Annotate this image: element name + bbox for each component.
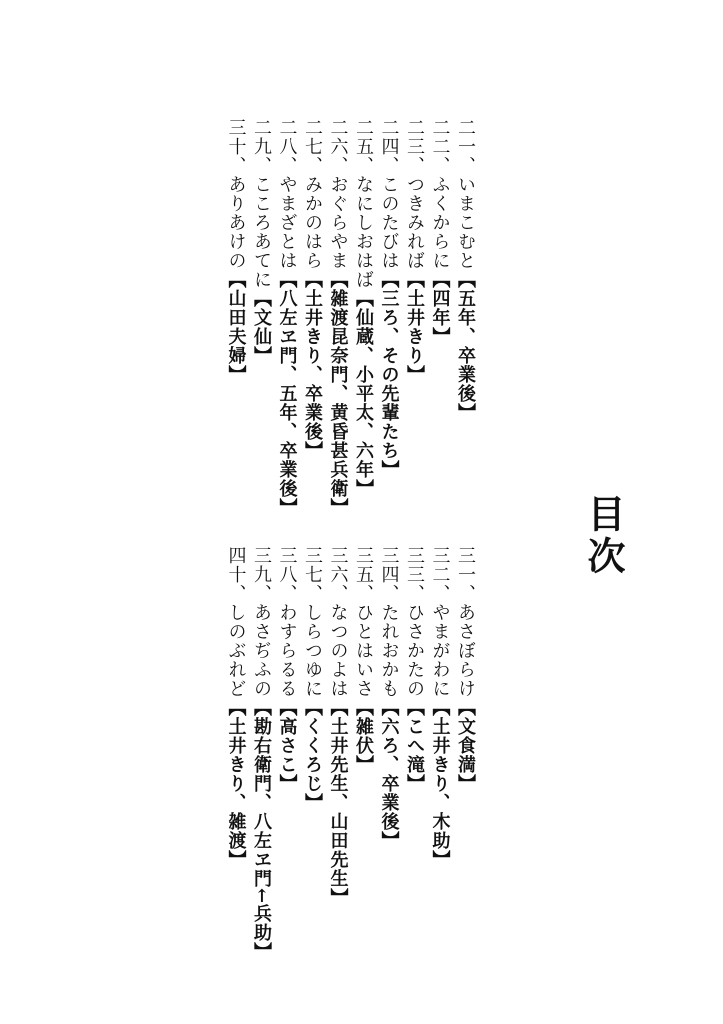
toc-entry (274, 118, 300, 518)
entry-author: 【山田夫婦】 (225, 270, 247, 384)
entry-title: ふくからに (429, 175, 451, 270)
toc-entry (402, 118, 428, 518)
entry-number: 三八、 (276, 546, 298, 603)
toc-column-lower (218, 546, 478, 986)
entry-title: おぐらやま (327, 175, 349, 270)
entry-author: 【八左ヱ門、五年、卒業後】 (276, 270, 298, 517)
entry-number: 三六、 (327, 546, 349, 603)
toc-entry (427, 546, 453, 986)
page-title: 目次 (581, 494, 626, 578)
toc-entry (351, 118, 377, 518)
entry-author: 【五年、卒業後】 (455, 270, 476, 422)
toc-entry (351, 546, 377, 986)
toc-entry (325, 546, 351, 986)
entry-number: 三二、 (429, 546, 451, 603)
entry-title: こころあてに (251, 175, 272, 289)
toc-entry (427, 118, 453, 518)
entry-title: いまこむと (455, 175, 476, 270)
entry-title: ひさかたの (404, 603, 425, 698)
entry-number: 二五、 (353, 118, 374, 175)
entry-author: 【雑渡昆奈門、黄昏甚兵衛】 (327, 270, 349, 517)
entry-title: あさぢふの (251, 603, 272, 698)
entry-number: 三四、 (378, 546, 400, 603)
entry-title: しらつゆに (302, 603, 323, 698)
toc-column-upper (218, 118, 478, 518)
entry-author: 【文仙】 (251, 289, 272, 365)
entry-title: やまがわに (429, 603, 451, 698)
entry-number: 二一、 (455, 118, 476, 175)
entry-number: 二二、 (429, 118, 451, 175)
entry-author: 【三ろ、その先輩たち】 (378, 270, 400, 479)
entry-number: 三十、 (225, 118, 247, 175)
entry-author: 【四年】 (429, 270, 451, 346)
entry-number: 三五、 (353, 546, 374, 603)
entry-number: 二三、 (404, 118, 425, 175)
entry-author: 【勘右衛門、八左ヱ門←兵助】 (251, 698, 272, 962)
entry-author: 【高さこ】 (276, 698, 298, 793)
entry-number: 二八、 (276, 118, 298, 175)
toc-entry (300, 546, 326, 986)
entry-number: 二七、 (302, 118, 323, 175)
entry-author: 【土井きり、雑渡】 (225, 698, 247, 869)
entry-title: あさぼらけ (455, 603, 476, 698)
entry-title: やまざとは (276, 175, 298, 270)
toc-entry (223, 118, 249, 518)
entry-number: 二四、 (378, 118, 400, 175)
entry-title: わすらるる (276, 603, 298, 698)
toc-entry (453, 118, 479, 518)
entry-title: ひとはいさ (353, 603, 374, 698)
entry-author: 【仙蔵、小平太、六年】 (353, 289, 374, 498)
entry-title: ありあけの (225, 175, 247, 270)
entry-author: 【土井きり、木助】 (429, 698, 451, 869)
entry-title: このたびは (378, 175, 400, 270)
toc-entry (325, 118, 351, 518)
entry-author: 【土井きり】 (404, 270, 425, 384)
entry-author: 【こへ滝】 (404, 698, 425, 793)
entry-author: 【土井先生、山田先生】 (327, 698, 349, 907)
entry-number: 三七、 (302, 546, 323, 603)
entry-title: なつのよは (327, 603, 349, 698)
entry-number: 三一、 (455, 546, 476, 603)
entry-title: なにしおはば (353, 175, 374, 289)
toc-entry (249, 118, 275, 518)
entry-number: 三三、 (404, 546, 425, 603)
entry-number: 二九、 (251, 118, 272, 175)
entry-title: たれおかも (378, 603, 400, 698)
entry-author: 【六ろ、卒業後】 (378, 698, 400, 850)
entry-title: つきみれば (404, 175, 425, 270)
entry-number: 三九、 (251, 546, 272, 603)
toc-entry (223, 546, 249, 986)
toc-entry (274, 546, 300, 986)
toc-entry (402, 546, 428, 986)
entry-number: 四十、 (225, 546, 247, 603)
entry-author: 【雑伏】 (353, 698, 374, 774)
entry-author: 【文食満】 (455, 698, 476, 793)
toc-entry (249, 546, 275, 986)
entry-number: 二六、 (327, 118, 349, 175)
toc-entry (453, 546, 479, 986)
toc-entry (376, 118, 402, 518)
entry-author: 【くくろじ】 (302, 698, 323, 812)
entry-title: みかのはら (302, 175, 323, 270)
toc-entry (376, 546, 402, 986)
toc-entry (300, 118, 326, 518)
entry-author: 【土井きり、卒業後】 (302, 270, 323, 460)
entry-title: しのぶれど (225, 603, 247, 698)
